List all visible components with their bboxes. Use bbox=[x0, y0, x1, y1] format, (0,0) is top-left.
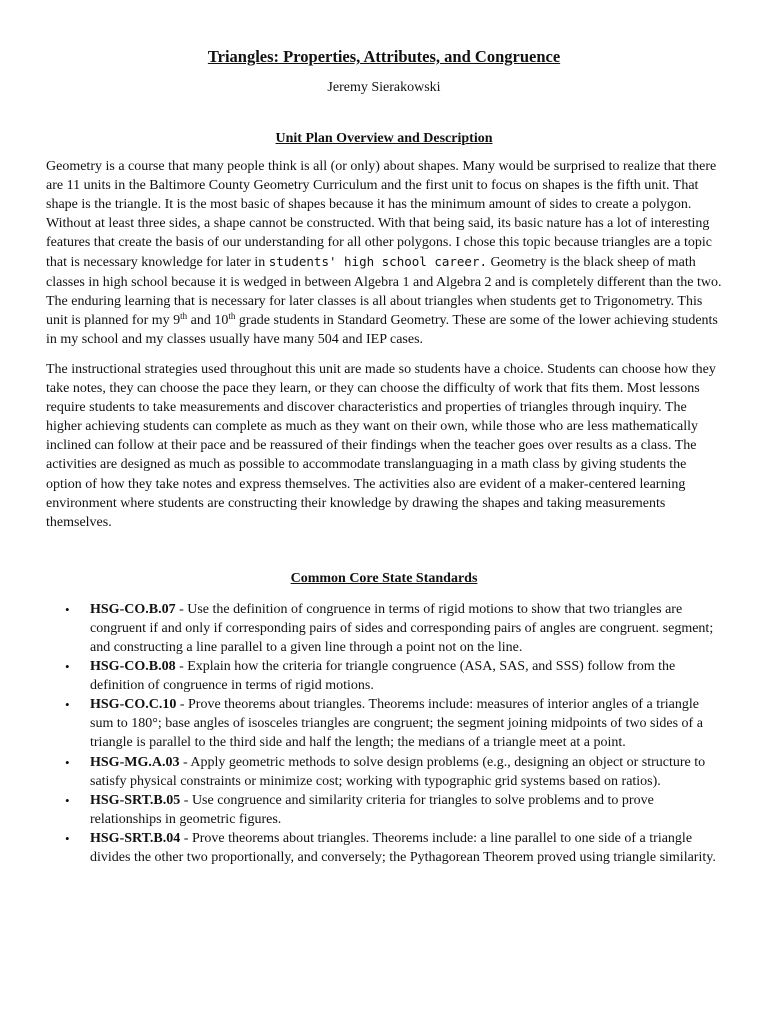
overview-p1-text-a: Geometry is a course that many people think is all (or only) about shapes. Many would be surprised to realize that there are 11 units in the Baltimore County Geometry Curriculum and the first unit to focus on shapes is the fifth unit. That shape is the triangle. It is the most basic of shapes because it has the minimum amount of sides to create a polygon. Without at least three sides, a shape cannot be constructed. With that being said, its basic nature has a lot of interesting features that create the basis of our understanding for all other polygons. I chose this topic because triangles are a topic that is necessary knowledge for later in bbox=[46, 159, 717, 271]
standard-item bbox=[46, 600, 722, 657]
standard-item bbox=[46, 657, 722, 695]
overview-paragraph-2: The instructional strategies used throughout this unit are made so students have a choice. Students can choose how they take notes, they can choose the pace they learn, or they can choose the difficulty of work that fits them. Most lessons require students to take measurements and discover characteristics and properties of triangles through inquiry. The higher achieving students can complete as much as they want on their own, while those who are less mathematically inclined can follow at their pace and be reassured of their findings when the teacher goes over results as a class. The activities are designed as much as possible to accommodate translanguaging in a math class by giving students the option of how they take notes and express themselves. The activities also are evident of a maker-centered learning environment where students are constructing their knowledge by drawing the shapes and taking measurements themselves. bbox=[46, 361, 716, 530]
standard-item bbox=[46, 829, 722, 867]
bullet-icon: • bbox=[65, 754, 70, 770]
standard-text: - Apply geometric methods to solve design problems (e.g., designing an object or structure to satisfy physical constraints or minimize cost; working with typographic grid systems based on ratios). bbox=[90, 754, 706, 789]
author-name: Jeremy Sierakowski bbox=[327, 80, 441, 95]
overview-p1-sup-1: th bbox=[180, 310, 188, 321]
standard-code: HSG-SRT.B.04 bbox=[90, 830, 181, 846]
standards-list bbox=[46, 600, 722, 867]
standard-item bbox=[46, 791, 722, 829]
standard-code: HSG-CO.C.10 bbox=[90, 697, 177, 713]
standards-heading: Common Core State Standards bbox=[290, 570, 478, 586]
overview-p1-text-c: and 10 bbox=[187, 312, 229, 328]
bullet-icon: • bbox=[65, 601, 70, 617]
standard-code: HSG-SRT.B.05 bbox=[90, 792, 181, 808]
overview-paragraph-1 bbox=[46, 157, 722, 349]
bullet-icon: • bbox=[65, 830, 70, 846]
standard-item bbox=[46, 695, 722, 752]
overview-p1-text-b: Geometry is the black sheep of math classes in high school because it is wedged in between Algebra 1 and Algebra 2 and is completely different than the two. The enduring learning that is necessary for later classes is all about triangles when students get to Trigonometry. This unit is planned for my 9 bbox=[46, 255, 722, 328]
overview-p1-handwritten: students' high school career. bbox=[268, 254, 488, 270]
bullet-icon: • bbox=[65, 792, 70, 808]
standard-text: - Prove theorems about triangles. Theorems include: a line parallel to one side of a triangle divides the other two proportionally, and conversely; the Pythagorean Theorem proved using triangle similarity. bbox=[90, 830, 716, 865]
bullet-icon: • bbox=[65, 697, 70, 713]
overview-p1-sup-2: th bbox=[228, 310, 236, 321]
document-title: Triangles: Properties, Attributes, and Congruence bbox=[207, 47, 561, 66]
overview-heading: Unit Plan Overview and Description bbox=[275, 131, 493, 146]
standard-text: - Use the definition of congruence in terms of rigid motions to show that two triangles are congruent if and only if corresponding pairs of sides and corresponding pairs of angles are congruent. segment; and constructing a line parallel to a given line through a point not on the line. bbox=[90, 601, 714, 655]
standard-text: - Use congruence and similarity criteria for triangles to solve problems and to prove relationships in geometric figures. bbox=[90, 792, 654, 827]
standard-text: - Prove theorems about triangles. Theorems include: measures of interior angles of a triangle sum to 180°; base angles of isosceles triangles are congruent; the segment joining midpoints of two sides of a triangle is parallel to the third side and half the length; the medians of a triangle meet at a point. bbox=[90, 697, 703, 751]
overview-p1-text-d: grade students in Standard Geometry. These are some of the lower achieving students in my school and my classes usually have many 504 and IEP cases. bbox=[46, 312, 718, 347]
standard-item bbox=[46, 753, 722, 791]
standard-code: HSG-CO.B.08 bbox=[90, 659, 176, 675]
bullet-icon: • bbox=[65, 659, 70, 675]
standard-code: HSG-MG.A.03 bbox=[90, 754, 180, 770]
standard-text: - Explain how the criteria for triangle congruence (ASA, SAS, and SSS) follow from the definition of congruence in terms of rigid motions. bbox=[90, 659, 676, 694]
standard-code: HSG-CO.B.07 bbox=[90, 601, 176, 617]
